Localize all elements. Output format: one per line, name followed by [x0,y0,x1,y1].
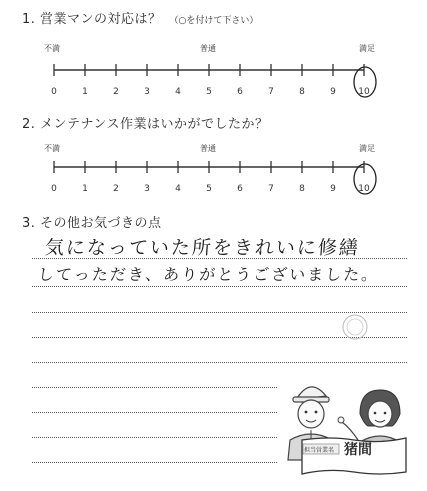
q1-scale-number-5[interactable]: 5 [206,87,212,97]
question-1-hint: （○を付けて下さい） [169,16,259,26]
writing-line [32,462,277,463]
q2-scale-number-0[interactable]: 0 [51,184,57,194]
q2-scale-number-4[interactable]: 4 [175,184,181,194]
q1-scale-number-3[interactable]: 3 [144,87,150,97]
q2-scale-number-1[interactable]: 1 [82,184,88,194]
q2-scale-number-9[interactable]: 9 [330,184,336,194]
q2-rating-scale[interactable] [0,0,427,220]
writing-line [32,286,407,287]
q2-scale-number-3[interactable]: 3 [144,184,150,194]
q1-scale-number-1[interactable]: 1 [82,87,88,97]
q2-label-satisfied: 満足 [359,144,375,153]
question-2-title: 2. メンテナンス作業はいかがでしたか？ [22,117,269,132]
q2-scale-number-5[interactable]: 5 [206,184,212,194]
writing-line [32,437,277,438]
writing-line [32,387,277,388]
comment-line-2: してっただき、ありがとうございました。 [37,265,380,284]
q1-scale-number-7[interactable]: 7 [268,87,274,97]
writing-line [32,412,277,413]
staff-name-board [300,436,408,476]
q1-scale-number-10[interactable]: 10 [358,87,370,97]
q1-scale-number-4[interactable]: 4 [175,87,181,97]
q2-scale-number-6[interactable]: 6 [237,184,243,194]
writing-line [32,362,407,363]
staff-name: 猪間 [344,442,372,458]
q2-scale-number-8[interactable]: 8 [299,184,305,194]
question-3-title: 3. その他お気づきの点 [22,216,162,231]
q2-scale-number-2[interactable]: 2 [113,184,119,194]
question-1-text: 1. 営業マンの対応は？ [22,12,162,27]
staff-caption: 担当営業名 [304,447,335,454]
seal-stamp-icon [340,312,370,342]
q1-scale-number-2[interactable]: 2 [113,87,119,97]
comment-line-1: 気になっていた所をきれいに修繕 [44,237,361,259]
q1-scale-number-0[interactable]: 0 [51,87,57,97]
writing-line [32,258,407,259]
q1-scale-number-9[interactable]: 9 [330,87,336,97]
q1-label-satisfied: 満足 [359,44,375,53]
q2-label-dissatisfied: 不満 [44,144,60,153]
q1-label-neutral: 普通 [200,44,216,53]
q1-scale-number-8[interactable]: 8 [299,87,305,97]
q1-scale-number-6[interactable]: 6 [237,87,243,97]
q2-label-neutral: 普通 [200,144,216,153]
q1-label-dissatisfied: 不満 [44,44,60,53]
q2-scale-number-7[interactable]: 7 [268,184,274,194]
q2-scale-number-10[interactable]: 10 [358,184,370,194]
